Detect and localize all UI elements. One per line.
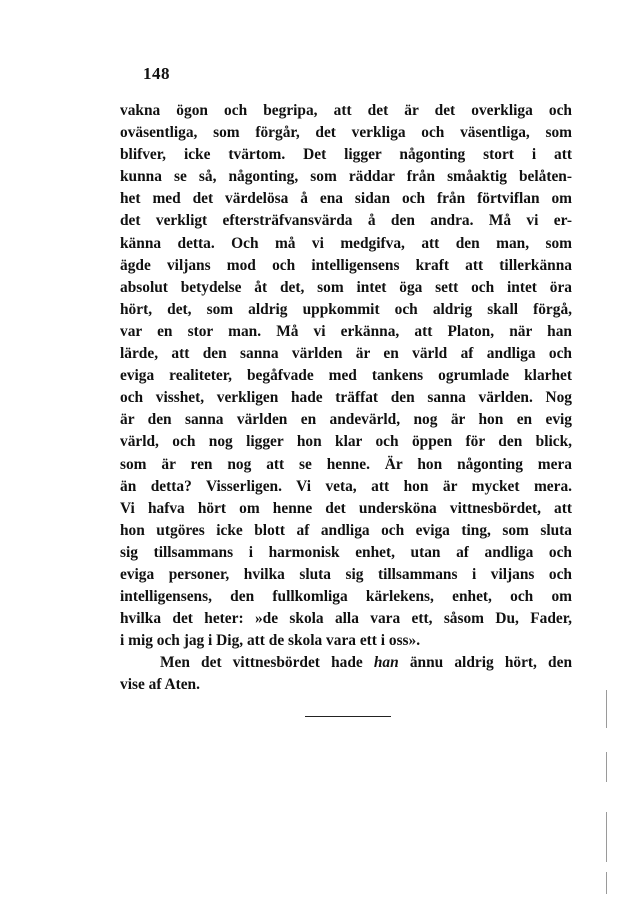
text-line: eviga realiteter, begåfvade med tankens ogrumlade klarhet [120,367,572,385]
text-line: blifver, icke tvärtom. Det ligger någonting stort i att [120,146,572,164]
closing-text-start: Men det vittnesbördet hade [160,654,374,672]
paragraph-end-line: i mig och jag i Dig, att de skola vara ett i oss». [120,632,421,650]
text-line: än detta? Visserligen. Vi veta, att hon är mycket mera. [120,477,572,495]
page-edge-mark [606,872,607,894]
text-line: som är ren nog att se henne. Är hon någonting mera [120,455,572,473]
text-line: absolut betydelse åt det, som intet öga sett och intet öra [120,278,572,296]
section-divider [305,716,391,717]
text-line: var en stor man. Må vi erkänna, att Platon, när han [120,322,572,340]
text-line: oväsentliga, som förgår, det verkliga och väsentliga, som [120,124,572,142]
emphasized-word: han [373,654,399,672]
closing-text-end: ännu aldrig hört, den [398,654,572,672]
text-line: känna detta. Och må vi medgifva, att den man, som [120,234,572,252]
text-line: Vi hafva hört om henne det undersköna vittnesbördet, att [120,499,572,517]
text-line: lärde, att den sanna världen är en värld af andliga och [120,345,572,363]
text-line: intelligensens, den fullkomliga kärlekens, enhet, och om [120,588,572,606]
text-line: är den sanna världen en andevärld, nog är hon en evig [120,411,572,429]
text-line: hon utgöres icke blott af andliga och eviga ting, som sluta [120,521,572,539]
text-line: het med det värdelösa å ena sidan och från förtviflan om [120,190,572,208]
text-line: sig tillsammans i harmonisk enhet, utan af andliga och [120,543,572,561]
page-edge-mark [606,752,607,782]
text-line: eviga personer, hvilka sluta sig tillsammans i viljans och [120,565,572,583]
page-number: 148 [143,64,170,83]
text-block [120,100,572,697]
text-line: det verkligt eftersträfvansvärda å den andra. Må vi er- [120,212,572,230]
text-line: hört, det, som aldrig uppkommit och aldrig skall förgå, [120,300,572,318]
closing-line [120,652,572,674]
text-line: värld, och nog ligger hon klar och öppen för den blick, [120,433,572,451]
page-edge-mark [606,812,607,862]
text-line: och visshet, verkligen hade träffat den sanna världen. Nog [120,389,572,407]
text-line: vakna ögon och begripa, att det är det overkliga och [120,102,572,119]
text-line: hvilka det heter: »de skola alla vara ett, såsom Du, Fader, [120,610,572,628]
closing-final-line: vise af Aten. [120,676,200,694]
page-edge-mark [606,690,607,728]
text-line: ägde viljans mod och intelligensens kraft att tillerkänna [120,256,572,274]
text-line: kunna se så, någonting, som räddar från småaktig belåten- [120,168,572,186]
